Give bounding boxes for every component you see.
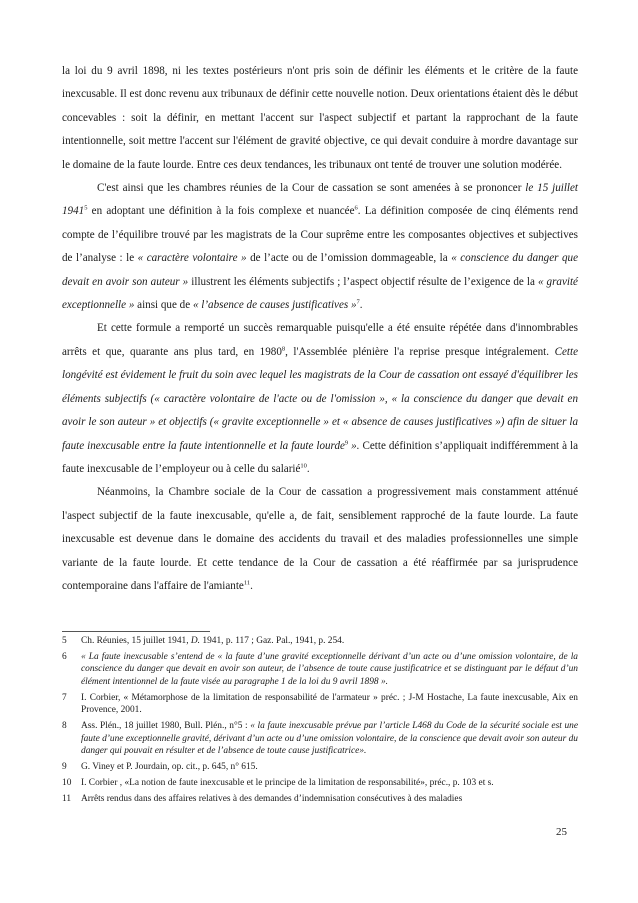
footnote-text [81,720,578,758]
paragraph-1-text: la loi du 9 avril 1898, ni les textes postérieurs n'ont pris soin de définir les éléments et le critère de la faute inexcusable. Il est donc revenu aux tribunaux de définir cette nouvelle notion. Deux orientations étaient dès le début concevables : soit la définir, en mettant l'accent sur l'aspect subjectif et partant la rapprochant de la faute intentionnelle, soit mettre l'accent sur l'élément de gravité objective, ce qui devait conduire à mordre davantage sur le domaine de la faute lourde. Entre ces deux tendances, les tribunaux ont tenté de trouver une solution modérée. [62,65,578,171]
footnote-8-citation: Ass. Plén., 18 juillet 1980, Bull. Plén., n°5 : [81,721,251,732]
paragraph-3-end: . [306,462,310,475]
footnote-separator [62,631,210,632]
paragraph-2-text-5: illustrent les éléments subjectifs ; l’aspect objectif résulte de l’exigence de la [188,275,538,288]
footnote-text [81,635,578,648]
footnote-number: 5 [62,636,67,646]
paragraph-3-text: Et cette formule a remporté un succès remarquable puisqu'elle a été ensuite répétée dans d'innombrables arrêts et que, quarante ans plus tard, en 1980 [62,322,578,358]
paragraph-3-text-2: , l'Assemblée plénière l'a reprise presque intégralement. [285,345,555,358]
paragraph-4-text: Néanmoins, la Chambre sociale de la Cour de cassation a progressivement mais constamment atténué l'aspect subjectif de la faute inexcusable, qu'elle a, de fait, sensiblement rapproché de la faute lourde. La faute inexcusable est devenue dans le domaine des accidents du travail et des maladies professionnelles une simple variante de la faute lourde. Et cette tendance de la Cour de cassation a été réaffirmée par sa jurisprudence contemporaine dans l'affaire de l'amiante [62,486,578,592]
footnote-ref-9[interactable]: 9 [344,438,349,446]
footnote-ref-7[interactable]: 7 [356,298,360,306]
footnote-5 [62,635,578,648]
page-number: 25 [556,826,567,838]
footnote-6-quote: « La faute inexcusable s’entend de « la faute d’une gravité exceptionnelle dérivant d’un acte ou d’une omission volontaire, de la conscience du danger que devait en avoir son auteur, de l’absence de toute cause justificatrice et se distinguant par le défaut d’un élément intentionnel de la faute visée au paragraphe 1 de la loi du 9 avril 1898 ». [81,651,578,687]
footnote-number: 7 [62,692,67,703]
footnote-ref-8[interactable]: 8 [281,345,286,353]
quote-caractere-volontaire: « caractère volontaire » [137,252,247,265]
footnote-text: Arrêts rendus dans des affaires relatives à des demandes d’indemnisation consécutives à des maladies [81,793,463,804]
footnote-number: 10 [62,777,72,788]
footnote-ref-10[interactable]: 10 [300,462,307,470]
paragraph-2-text-3: . La définition composée de cinq éléments rend compte de l’équilibre trouvé par les magistrats de la Cour suprême entre les composantes objectives et subjectives de l’analyse : le [62,205,578,265]
paragraph-2-text-6: ainsi que de [134,299,193,312]
footnote-text: I. Corbier, « Métamorphose de la limitation de responsabilité de l'armateur » préc. ; J-M Hostache, La faute inexcusable, Aix en Provence, 2001. [81,692,578,716]
paragraph-2 [62,177,578,317]
paragraph-2-text-4: de l’acte ou de l’omission dommageable, la [246,252,452,265]
footnote-8 [62,720,578,758]
footnote-7 [62,692,578,717]
paragraph-4 [62,481,578,598]
footnote-ref-11[interactable]: 11 [243,579,251,587]
footnote-6 [62,651,578,689]
footnote-number: 8 [62,721,67,732]
paragraph-4-end: . [250,579,253,592]
footnote-number: 9 [62,762,67,773]
paragraph-2-text: C'est ainsi que les chambres réunies de la Cour de cassation se sont amenées à se prononcer [97,182,526,195]
footnote-5-text-2: 1941, p. 117 ; Gaz. Pal., 1941, p. 254. [200,636,345,646]
footnote-ref-5[interactable]: 5 [84,204,88,212]
footnote-9 [62,761,578,774]
quote-gravite-exceptionnelle: « gravité exceptionnelle » [62,275,578,312]
footnote-text [81,651,578,689]
footnote-ref-6[interactable]: 6 [354,204,358,212]
quote-conscience-du-danger: « conscience du danger que devait en avoir son auteur » [62,252,579,288]
footnote-10 [62,777,578,790]
footnote-8-quote: « la faute inexcusable prévue par l’article L468 du Code de la sécurité sociale est une faute d’une exceptionnelle gravité, dérivant d’un acte ou d’une omission volontaire, de la conscience que devait avoir son auteur du danger qui pouvait en résulter et de l’absence de toute cause justificatrice». [81,721,578,757]
paragraph-3 [62,317,578,481]
paragraph-2-end: . [359,299,363,312]
footnote-11 [62,793,578,806]
footnote-text: I. Corbier , «La notion de faute inexcusable et le principe de la limitation de responsabilité», préc., p. 103 et s. [81,777,494,788]
footnote-text: G. Viney et P. Jourdain, op. cit., p. 645, n° 615. [81,762,258,773]
quote-absence-de-causes: « l’absence de causes justificatives » [192,299,357,312]
footnote-5-journal: D. [190,636,201,646]
footnote-number: 11 [62,793,72,804]
body-text [62,60,578,598]
quote-longevite-end: ». [348,439,360,452]
ruling-date: le 15 juillet 1941 [62,182,578,218]
quote-longevite: Cette longévité est évidement le fruit du soin avec lequel les magistrats de la Cour de cassation ont essayé d'équilibrer les éléments subjectifs (« caractère volontaire de l'acte ou de l'omission », « la conscience du danger que devait en avoir le son auteur » et objectifs (« gravite exceptionnelle » et « absence de causes justificatives ») afin de situer la faute inexcusable entre la faute intentionnelle et la faute lourde [62,345,578,452]
paragraph-1 [62,60,578,177]
paragraph-3-text-3: Cette définition s’appliquait indifféremment à la faute inexcusable de l’employeur ou à celle du salarié [62,439,579,475]
footnote-number: 6 [62,651,67,662]
paragraph-2-text-2: en adoptant une définition à la fois complexe et nuancée [87,205,355,218]
footnote-5-text: Ch. Réunies, 15 juillet 1941, [81,636,191,646]
footnotes [62,631,578,808]
